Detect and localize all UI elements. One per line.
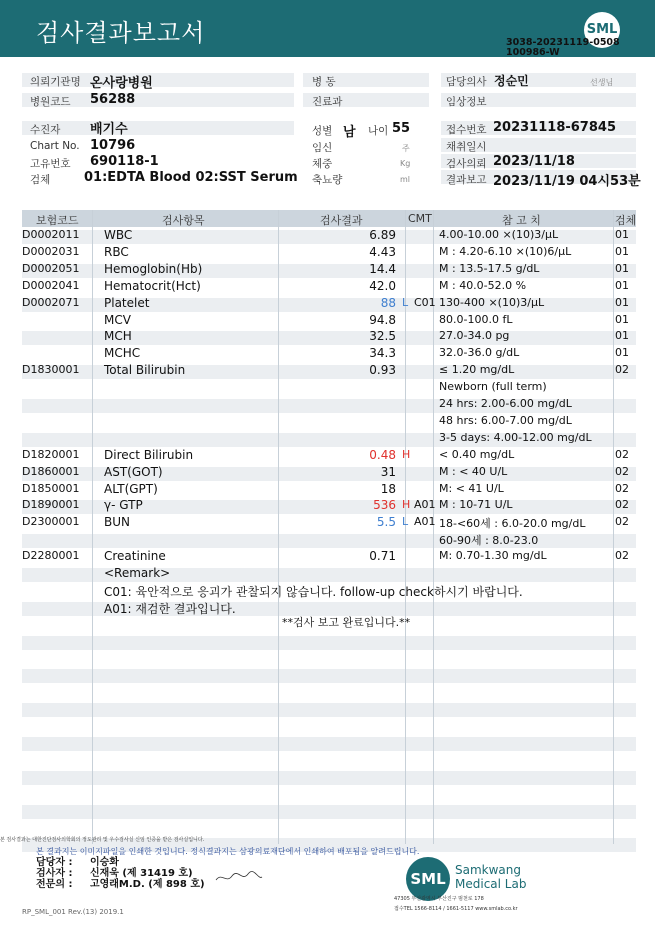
supervisor-label: 담당자 : [36, 857, 73, 868]
printout-notice: 본 결과지는 이미지파일을 인쇄한 것입니다. 정식결과지는 삼광의료재단에서 인쇄하여 배포됨을 알려드립니다. [36, 847, 420, 856]
sex-label: 성별 [312, 125, 333, 137]
row-item: Platelet [104, 295, 150, 310]
row-code: D1830001 [22, 363, 80, 377]
receipt-label: 접수번호 [446, 124, 487, 136]
row-code: D0002011 [22, 228, 80, 241]
row-reference: M : < 40 U/L [439, 464, 508, 478]
column-divider [613, 210, 614, 844]
report-date-value: 2023/11/19 04시53분 [493, 174, 641, 189]
age-label: 나이 [368, 125, 389, 137]
row-result: 536 [373, 498, 396, 513]
sex-value: 남 [343, 125, 356, 140]
row-item: A01: 재검한 결과입니다. [104, 601, 236, 616]
request-value: 2023/11/18 [493, 154, 575, 169]
row-reference: M : 13.5-17.5 g/dL [439, 261, 540, 275]
report-reference-number: 3038-20231119-0508 100986-W [506, 37, 620, 58]
info-band [22, 121, 294, 135]
row-code: D0002051 [22, 261, 80, 275]
sml-footer-logo-icon: SML [406, 857, 450, 901]
row-result: 4.43 [369, 244, 396, 259]
row-specimen: 01 [615, 346, 629, 360]
row-reference: < 0.40 mg/dL [439, 447, 515, 461]
row-item: WBC [104, 228, 133, 242]
specialist-label: 전문의 : [36, 879, 73, 890]
row-item: Total Bilirubin [104, 363, 186, 378]
patient-value: 배기수 [90, 122, 128, 137]
row-flag: L [402, 515, 409, 529]
row-code: D0002071 [22, 295, 80, 309]
row-band [22, 669, 636, 683]
row-specimen: 01 [615, 295, 629, 309]
row-reference: 32.0-36.0 g/dL [439, 346, 520, 360]
row-specimen: 02 [615, 363, 629, 377]
row-result: 0.93 [369, 363, 396, 378]
row-specimen: 01 [615, 261, 629, 275]
institution-value: 온사랑병원 [90, 76, 153, 91]
row-specimen: 02 [615, 464, 629, 478]
row-specimen: 02 [615, 447, 629, 461]
row-code: D2280001 [22, 549, 80, 563]
row-cmt: A01 [414, 515, 436, 529]
row-code: D1850001 [22, 481, 80, 495]
row-item: AST(GOT) [104, 464, 163, 479]
ward-label: 병 동 [312, 76, 336, 88]
row-reference: 130-400 ×(10)3/μL [439, 295, 545, 309]
row-item: γ- GTP [104, 498, 143, 513]
institution-label: 의뢰기관명 [30, 76, 81, 88]
tester-value: 신재욱 (제 31419 호) [89, 868, 193, 879]
specimen-value: 01:EDTA Blood 02:SST Serum [84, 170, 298, 185]
header-specimen: 검체 [615, 214, 637, 227]
doctor-value: 정순민 [494, 74, 529, 88]
row-reference: 24 hrs: 2.00-6.00 mg/dL [439, 397, 572, 410]
weight-unit: Kg [400, 159, 411, 168]
row-specimen: 01 [615, 329, 629, 343]
row-result: 0.71 [369, 549, 396, 564]
row-item: Creatinine [104, 549, 166, 564]
clinical-info-label: 임상정보 [446, 96, 487, 108]
row-result: 14.4 [369, 261, 396, 276]
pregnancy-label: 임신 [312, 142, 333, 154]
row-reference: 27.0-34.0 pg [439, 329, 510, 343]
supervisor-value: 이승화 [89, 857, 119, 868]
row-reference: ≤ 1.20 mg/dL [439, 363, 515, 377]
row-code: D2300001 [22, 515, 80, 529]
row-item: Hemoglobin(Hb) [104, 261, 203, 276]
row-result: 6.89 [369, 228, 396, 242]
row-specimen: 01 [615, 244, 629, 258]
row-specimen: 02 [615, 481, 629, 495]
row-item: C01: 육안적으로 응괴가 관찰되지 않습니다. follow-up check하시기 바랍니다. [104, 584, 523, 599]
form-number: RP_SML_001 Rev.(13) 2019.1 [22, 908, 124, 916]
row-reference: Newborn (full term) [439, 380, 547, 394]
row-item: RBC [104, 244, 129, 259]
sml-logo-icon: SML [584, 12, 620, 48]
row-result: 18 [380, 481, 396, 496]
row-result: 32.5 [369, 329, 396, 344]
hospital-code-label: 병원코드 [30, 96, 71, 108]
department-label: 진료과 [312, 96, 343, 108]
row-specimen: 02 [615, 515, 629, 529]
row-item: MCV [104, 312, 131, 327]
row-reference: M: 0.70-1.30 mg/dL [439, 549, 547, 563]
row-item: MCH [104, 329, 132, 344]
age-value: 55 [392, 121, 411, 136]
row-result: 88 [380, 295, 396, 310]
row-band [22, 534, 636, 548]
receipt-value: 20231118-67845 [493, 120, 616, 135]
row-result: 42.0 [369, 278, 396, 293]
row-code: D1860001 [22, 464, 80, 478]
row-item: MCHC [104, 346, 141, 361]
row-flag: H [402, 447, 411, 461]
accreditation-notice: 본 검사결과는 대한진단검사의학회의 정도관리 및 우수검사실 신임 인증을 받은 검사실입니다. [0, 837, 205, 843]
doctor-label: 담당의사 [446, 76, 487, 88]
collection-label: 채취일시 [446, 141, 487, 153]
column-divider [278, 210, 279, 844]
row-reference: M : 40.0-52.0 % [439, 278, 527, 292]
urine-unit: ml [400, 175, 411, 184]
row-band [22, 636, 636, 650]
row-result: 31 [380, 464, 396, 479]
doctor-suffix: 선생님 [590, 78, 614, 87]
chart-no-value: 10796 [90, 138, 136, 153]
header-result: 검사결과 [320, 214, 363, 227]
row-reference: M : 4.20-6.10 ×(10)6/μL [439, 244, 572, 258]
row-cmt: C01 [414, 295, 436, 309]
row-reference: 60-90세 : 8.0-23.0 [439, 534, 539, 548]
pregnancy-unit: 주 [402, 144, 410, 153]
row-item: Hematocrit(Hct) [104, 278, 201, 293]
row-cmt: A01 [414, 498, 436, 512]
row-reference: 18-<60세 : 6.0-20.0 mg/dL [439, 517, 586, 531]
row-reference: 80.0-100.0 fL [439, 312, 513, 326]
header-reference: 참 고 치 [502, 214, 541, 227]
header-cmt: CMT [408, 212, 432, 225]
row-flag: H [402, 498, 411, 512]
hospital-code-value: 56288 [90, 92, 136, 107]
signature-icon [214, 868, 264, 886]
request-label: 검사의뢰 [446, 158, 487, 170]
lab-address: 47305 부산광역시 부산진구 범천로 178 [394, 896, 484, 902]
row-result: 5.5 [376, 515, 396, 530]
patient-label: 수진자 [30, 124, 61, 136]
row-result: 34.3 [369, 346, 396, 361]
lab-name: Samkwang Medical Lab [455, 863, 527, 891]
row-result: 94.8 [369, 312, 396, 327]
row-reference: 4.00-10.00 ×(10)3/μL [439, 228, 559, 241]
row-reference: M: < 41 U/L [439, 481, 504, 495]
row-item: BUN [104, 515, 130, 530]
weight-label: 체중 [312, 158, 333, 170]
row-reference: 3-5 days: 4.00-12.00 mg/dL [439, 430, 592, 444]
row-specimen: 01 [615, 278, 629, 292]
report-complete-text: **검사 보고 완료입니다.** [282, 616, 411, 629]
header-code: 보험코드 [36, 214, 79, 227]
row-specimen: 02 [615, 549, 629, 563]
row-code: D1820001 [22, 447, 80, 461]
specialist-line [36, 875, 205, 890]
row-band [22, 771, 636, 785]
header-item: 검사항목 [162, 214, 205, 227]
row-code: D1890001 [22, 498, 80, 512]
unique-id-label: 고유번호 [30, 158, 71, 170]
row-item: ALT(GPT) [104, 481, 158, 496]
column-divider [92, 210, 93, 844]
row-item: Direct Bilirubin [104, 447, 194, 462]
row-band [22, 703, 636, 717]
row-band [22, 737, 636, 751]
row-code: D0002041 [22, 278, 80, 292]
specialist-value: 고영래M.D. (제 898 호) [89, 879, 205, 890]
tester-label: 검사자 : [36, 868, 73, 879]
unique-id-value: 690118-1 [90, 154, 159, 169]
row-reference: 48 hrs: 6.00-7.00 mg/dL [439, 413, 572, 427]
specimen-label: 검체 [30, 174, 51, 186]
urine-label: 축뇨량 [312, 174, 343, 186]
lab-phone: 접수TEL 1566-8114 / 1661-5117 www.smlab.co.kr [394, 906, 518, 912]
row-specimen: 01 [615, 312, 629, 326]
report-title: 검사결과보고서 [36, 19, 206, 47]
row-band [22, 805, 636, 819]
chart-no-label: Chart No. [30, 140, 80, 152]
report-date-label: 결과보고 [446, 174, 487, 186]
row-specimen: 02 [615, 498, 629, 512]
row-result: 0.48 [369, 447, 396, 462]
row-reference: M : 10-71 U/L [439, 498, 513, 512]
row-flag: L [402, 295, 409, 309]
row-item: <Remark> [104, 566, 171, 580]
row-specimen: 01 [615, 228, 629, 241]
row-code: D0002031 [22, 244, 80, 258]
